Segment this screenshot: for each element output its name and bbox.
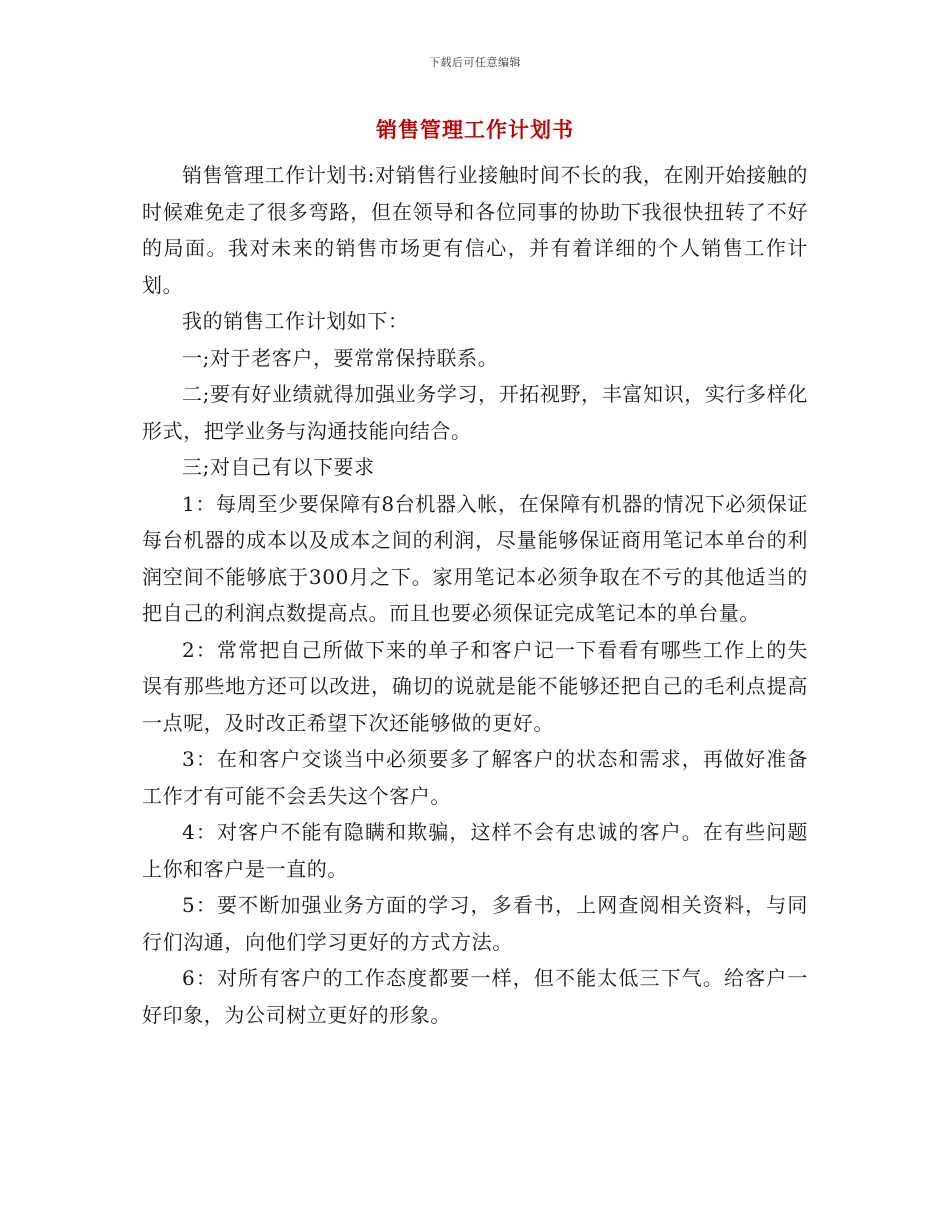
paragraph-requirement-5: 5：要不断加强业务方面的学习，多看书，上网查阅相关资料，与同行们沟通，向他们学习更好的方式方法。 xyxy=(142,893,808,954)
paragraph-item-3: 三;对自己有以下要求 xyxy=(182,455,375,479)
paragraph-requirement-4: 4：对客户不能有隐瞒和欺骗，这样不会有忠诚的客户。在有些问题上你和客户是一直的。 xyxy=(142,820,808,881)
document-body xyxy=(142,157,808,1033)
header-note: 下载后可任意编辑 xyxy=(429,56,521,69)
paragraph-plan-heading: 我的销售工作计划如下： xyxy=(182,309,409,333)
document-title: 销售管理工作计划书 xyxy=(376,117,574,142)
paragraph-item-2: 二;要有好业绩就得加强业务学习，开拓视野，丰富知识，实行多样化形式，把学业务与沟通技能向结合。 xyxy=(142,382,808,443)
paragraph-item-1: 一;对于老客户，要常常保持联系。 xyxy=(182,345,499,370)
paragraph-requirement-1: 1：每周至少要保障有8台机器入帐，在保障有机器的情况下必须保证每台机器的成本以及成本之间的利润，尽量能够保证商用笔记本单台的利润空间不能够底于300月之下。家用笔记本必须争取在不亏的其他适当的把自己的利润点数提高点。而且也要必须保证完成笔记本的单台量。 xyxy=(142,491,808,625)
paragraph-requirement-6: 6：对所有客户的工作态度都要一样，但不能太低三下气。给客户一好印象，为公司树立更好的形象。 xyxy=(142,966,808,1027)
paragraph-requirement-2: 2：常常把自己所做下来的单子和客户记一下看看有哪些工作上的失误有那些地方还可以改进，确切的说就是能不能够还把自己的毛利点提高一点呢，及时改正希望下次还能够做的更好。 xyxy=(142,637,808,735)
paragraph-intro: 销售管理工作计划书:对销售行业接触时间不长的我，在刚开始接触的时候难免走了很多弯路，但在领导和各位同事的协助下我很快扭转了不好的局面。我对未来的销售市场更有信心，并有着详细的个人销售工作计划。 xyxy=(142,163,808,297)
paragraph-requirement-3: 3：在和客户交谈当中必须要多了解客户的状态和需求，再做好准备工作才有可能不会丢失这个客户。 xyxy=(142,747,808,808)
